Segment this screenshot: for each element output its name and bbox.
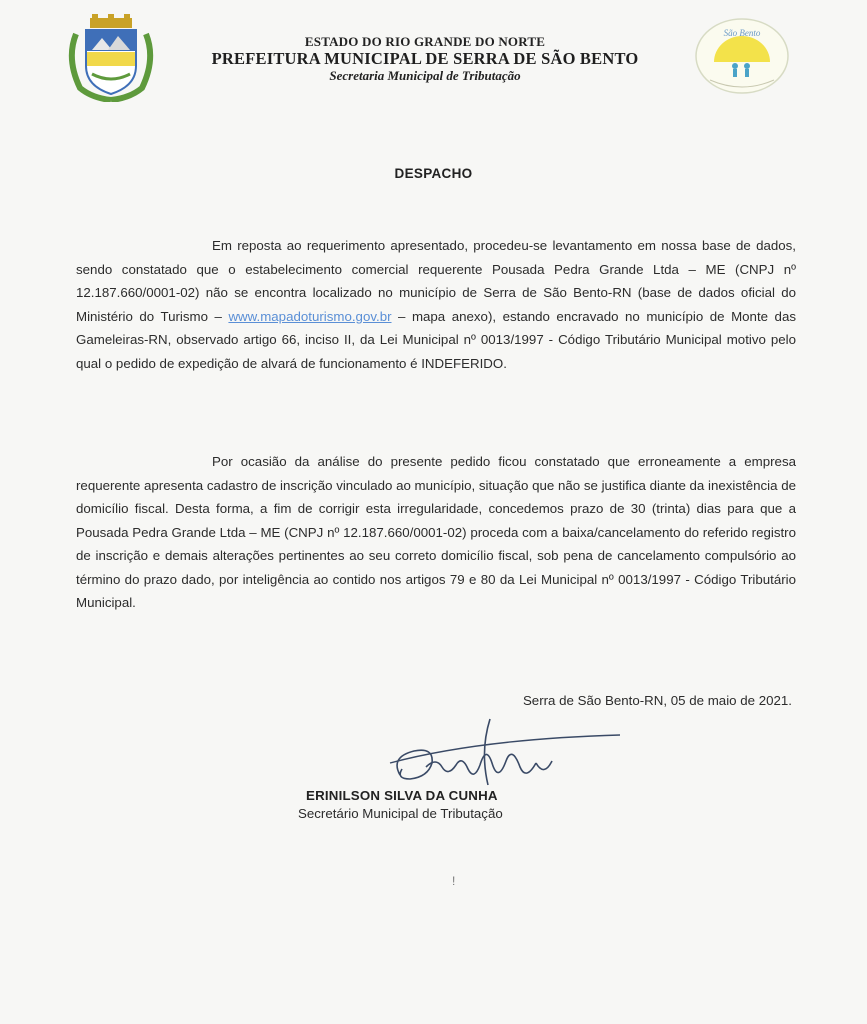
paragraph-1 (76, 234, 796, 375)
paragraph-1-text-b: – mapa anexo), estando encravado no município de Monte das Gameleiras-RN, observado artigo 66, inciso II, da Lei Municipal nº 0013/1997 - Código Tributário Municipal motivo pelo qual o pedido de expedição de alvará de funcionamento é INDEFERIDO. (76, 308, 796, 371)
municipality-logo-icon (692, 16, 792, 96)
logo-text: São Bento (723, 28, 761, 38)
handwritten-signature (330, 705, 620, 800)
place-date: Serra de São Bento-RN, 05 de maio de 2021. (522, 693, 792, 708)
signer-name: ERINILSON SILVA DA CUNHA (306, 788, 498, 803)
tourism-map-link[interactable]: www.mapadoturismo.gov.br (228, 308, 392, 324)
state-name: ESTADO DO RIO GRANDE DO NORTE (304, 34, 546, 49)
paragraph-2-text: Por ocasião da análise do presente pedido ficou constatado que erroneamente a empresa requerente apresenta cadastro de inscrição vinculado ao município, situação que não se justifica diante da inexistência de domicílio fiscal. Desta forma, a fim de corrigir esta irregularidade, concedemos prazo de 30 (trinta) dias para que a Pousada Pedra Grande Ltda – ME (CNPJ nº 12.187.660/0001-02) proceda com a baixa/cancelamento do referido registro de inscrição e demais alterações pertinentes ao seu correto domicílio fiscal, sob pena de cancelamento compulsório ao término do prazo dado, por inteligência ao contido nos artigos 79 e 80 da Lei Municipal nº 0013/1997 - Código Tributário Municipal. (76, 454, 796, 610)
paragraph-1-text-a: Em reposta ao requerimento apresentado, procedeu-se levantamento em nossa base de dados, sendo constatado que o estabelecimento comercial requerente Pousada Pedra Grande Ltda – ME (CNPJ nº 12.187.660/0001-02) não se encontra localizado no município de Serra de São Bento-RN (base de dados oficial do Ministério do Turismo – (76, 238, 796, 324)
signer-role: Secretário Municipal de Tributação (298, 806, 503, 821)
paragraph-2 (76, 450, 796, 615)
letterhead (170, 34, 680, 83)
secretariat-name: Secretaria Municipal de Tributação (329, 68, 521, 83)
bottom-mark: ! (452, 874, 456, 888)
document-title: DESPACHO (394, 166, 473, 181)
prefecture-name: PREFEITURA MUNICIPAL DE SERRA DE SÃO BENTO (211, 49, 639, 68)
municipal-crest-icon (62, 14, 160, 102)
